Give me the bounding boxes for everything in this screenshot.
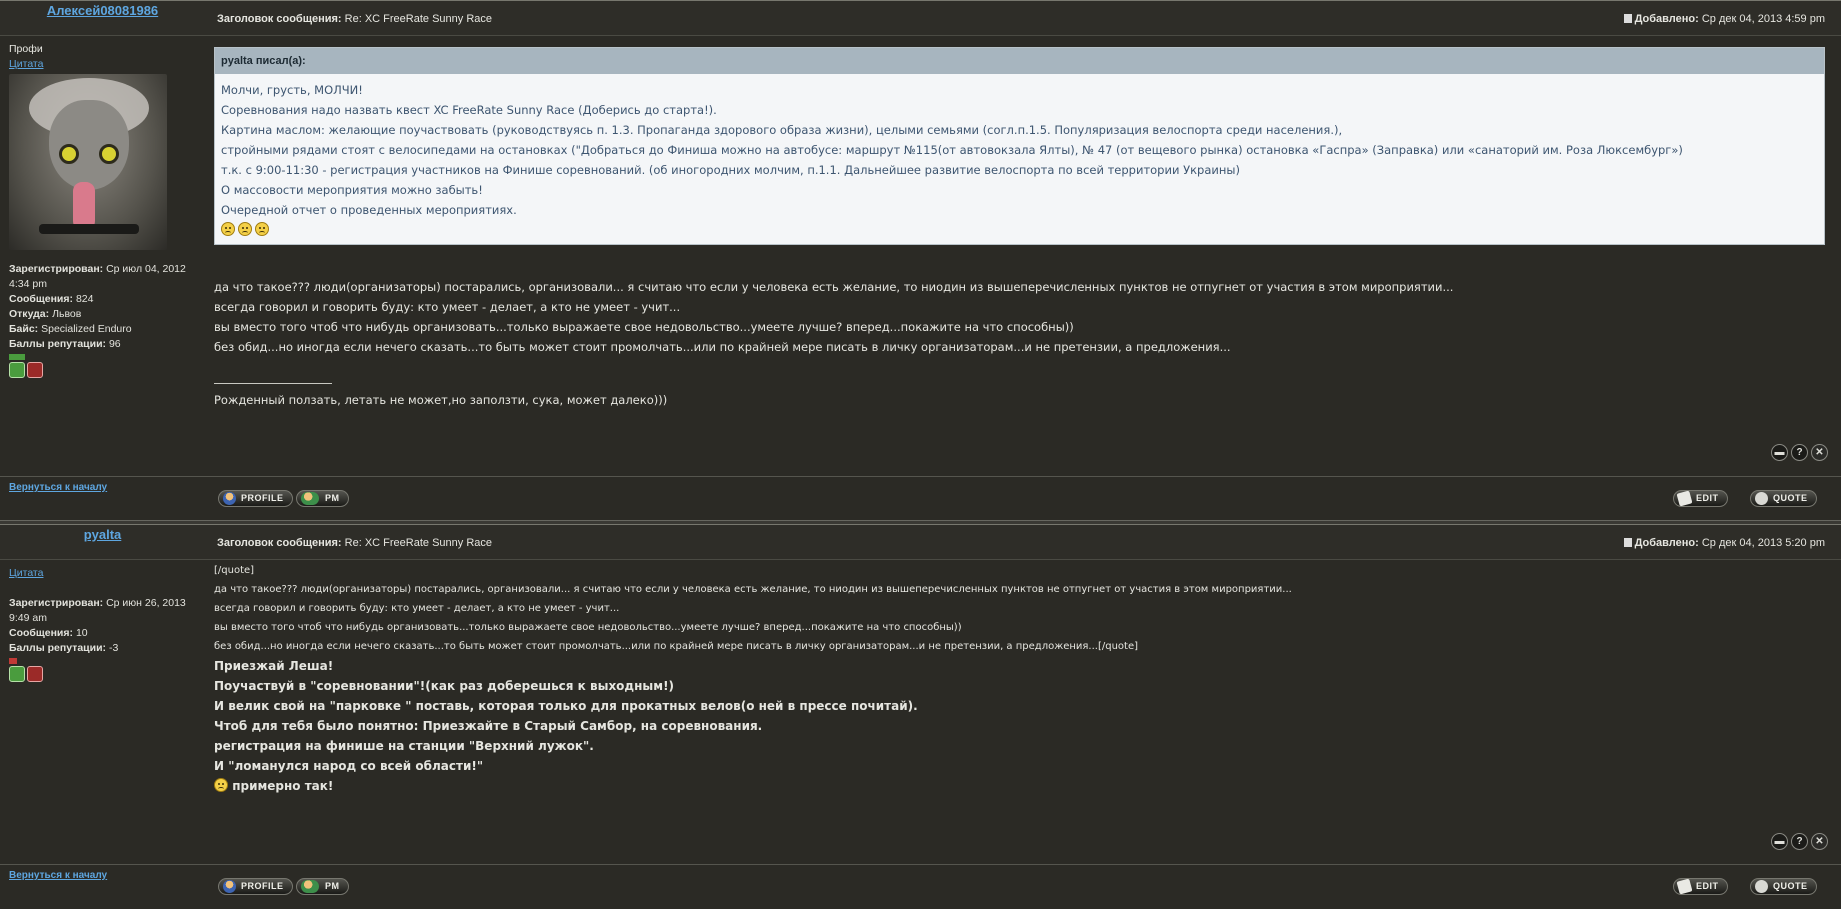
- registered-time: 4:34 pm: [9, 278, 47, 290]
- quote-line: Очередной отчет о проведенных мероприятиях.: [221, 203, 517, 217]
- post-2-subject: [217, 537, 492, 549]
- subject-text: Re: XC FreeRate Sunny Race: [344, 13, 493, 25]
- back-to-top-link[interactable]: Вернуться к началу: [9, 482, 108, 493]
- quote-icon: [1755, 880, 1768, 893]
- posted-label: Добавлено:: [1634, 13, 1699, 25]
- message-line: вы вместо того чтоб что нибудь организовать...только выражаете свое недовольство...умеете лучше? вперед...покажите на что способны)): [214, 622, 962, 633]
- message-line: [214, 776, 1825, 796]
- quote-button[interactable]: [1750, 490, 1817, 507]
- quote-line: О массовости мероприятия можно забыть!: [221, 183, 483, 197]
- reputation-level-bar: [9, 354, 25, 360]
- quote-link[interactable]: Цитата: [9, 58, 44, 70]
- reputation-label: Баллы репутации:: [9, 642, 107, 654]
- message-line: Приезжай Леша!: [214, 659, 334, 673]
- profile-label: PROFILE: [241, 881, 284, 891]
- subject-label: Заголовок сообщения:: [217, 537, 342, 549]
- avatar-eye: [99, 144, 119, 164]
- rep-up-icon[interactable]: [9, 362, 25, 378]
- post-2-message: [214, 561, 1825, 796]
- post-1-message: [214, 277, 1825, 410]
- quote-label: QUOTE: [1773, 881, 1808, 891]
- smileys: [221, 222, 1818, 236]
- subject-text: Re: XC FreeRate Sunny Race: [344, 537, 493, 549]
- edit-icon: [1677, 879, 1693, 895]
- post-2-header: [0, 524, 1841, 560]
- profile-button[interactable]: [218, 878, 293, 895]
- post-2-author-panel: [9, 566, 209, 687]
- post-link-icon[interactable]: [1624, 14, 1632, 23]
- messages-count: 824: [75, 293, 94, 305]
- bike-value: Specialized Enduro: [41, 323, 132, 335]
- message-line: да что такое??? люди(организаторы) постарались, организовали... я считаю что если у человека есть желание, то ниодин из вышеперечисленных пунктов не отпугнет от участия в этом мироприятии...: [214, 280, 1454, 294]
- post-2-mod-icons: [1771, 833, 1828, 850]
- edit-label: EDIT: [1696, 493, 1719, 503]
- posted-date: Ср дек 04, 2013 4:59 pm: [1701, 13, 1825, 25]
- sad-smiley-icon: [214, 778, 228, 792]
- quote-line: стройными рядами стоят с велосипедами на остановках ("Добраться до Финиша можно на автобусе: маршрут №115(от автовокзала Ялты), № 47 (от вещевого рынка) остановка «Гаспра» (Заправка) или «санаторий им. Роза Люксембург»): [221, 143, 1683, 157]
- messages-count: 10: [75, 627, 88, 639]
- post-2-author-link[interactable]: pyalta: [83, 527, 122, 542]
- message-line: [/quote]: [214, 565, 255, 576]
- pm-button[interactable]: [296, 490, 349, 507]
- post-2-footer: [0, 864, 1841, 904]
- posted-label: Добавлено:: [1634, 537, 1699, 549]
- post-1-header: [0, 0, 1841, 36]
- post-link-icon[interactable]: [1624, 538, 1632, 547]
- message-line: Чтоб для тебя было понятно: Приезжайте в Старый Самбор, на соревнования.: [214, 719, 763, 733]
- edit-label: EDIT: [1696, 881, 1719, 891]
- reputation-value: -3: [108, 642, 119, 654]
- quote-box: [214, 47, 1825, 245]
- message-line: И велик свой на "парковке " поставь, которая только для прокатных велов(о ней в прессе почитай).: [214, 699, 918, 713]
- post-2-content: [214, 561, 1825, 796]
- bike-label: Байс:: [9, 323, 39, 335]
- post-1-date: [1624, 13, 1825, 25]
- quote-link[interactable]: Цитата: [9, 567, 44, 579]
- messages-label: Сообщения:: [9, 293, 74, 305]
- signature-divider: [214, 383, 332, 384]
- quote-line: т.к. с 9:00-11:30 - регистрация участников на Финише соревнований. (об иногородних молчим, п.1.1. Дальнейшее развитие велоспорта по всей территории Украины): [221, 163, 1240, 177]
- pm-icon: [301, 880, 319, 893]
- message-line: Поучаствуй в "соревновании"!(как раз доберешься к выходным!): [214, 679, 675, 693]
- registered-label: Зарегистрирован:: [9, 263, 104, 275]
- quote-label: QUOTE: [1773, 493, 1808, 503]
- warn-icon[interactable]: ▬: [1771, 444, 1788, 461]
- back-to-top-link[interactable]: Вернуться к началу: [9, 870, 108, 881]
- reputation-value: 96: [108, 338, 121, 350]
- registered-label: Зарегистрирован:: [9, 597, 104, 609]
- post-1-author-panel: [9, 42, 209, 383]
- quote-line: Картина маслом: желающие поучаствовать (руководствуясь п. 1.3. Пропаганда здорового образа жизни), целыми семьями (согл.п.1.5. Популяризация велоспорта среди населения.),: [221, 123, 1343, 137]
- reputation-bar: [9, 658, 209, 687]
- profile-icon: [223, 492, 236, 505]
- rep-up-icon[interactable]: [9, 666, 25, 682]
- registered-time: 9:49 am: [9, 612, 47, 624]
- quote-header: pyalta писал(а):: [215, 48, 1824, 74]
- quote-icon: [1755, 492, 1768, 505]
- subject-label: Заголовок сообщения:: [217, 13, 342, 25]
- registered-date: Ср июн 26, 2013: [106, 597, 186, 609]
- profile-label: PROFILE: [241, 493, 284, 503]
- delete-icon[interactable]: ✕: [1811, 444, 1828, 461]
- last-line: примерно так!: [232, 779, 334, 793]
- pm-icon: [301, 492, 319, 505]
- post-1-author-link[interactable]: Алексей08081986: [46, 3, 159, 18]
- delete-icon[interactable]: ✕: [1811, 833, 1828, 850]
- message-line: всегда говорил и говорить буду: кто умеет - делает, а кто не умеет - учит...: [214, 603, 620, 614]
- from-value: Львов: [52, 308, 82, 320]
- pm-button[interactable]: [296, 878, 349, 895]
- post-2-date: [1624, 537, 1825, 549]
- sad-smiley-icon: [238, 222, 252, 236]
- quote-button[interactable]: [1750, 878, 1817, 895]
- help-icon[interactable]: ?: [1791, 833, 1808, 850]
- message-line: регистрация на финише на станции "Верхний лужок".: [214, 739, 594, 753]
- sad-smiley-icon: [221, 222, 235, 236]
- rep-down-icon[interactable]: [27, 666, 43, 682]
- message-line: вы вместо того чтоб что нибудь организовать...только выражаете свое недовольство...умеете лучше? вперед...покажите на что способны)): [214, 320, 1074, 334]
- quote-line: Молчи, грусть, МОЛЧИ!: [221, 83, 363, 97]
- reputation-level-bar: [9, 658, 17, 664]
- message-line: без обид...но иногда если нечего сказать...то быть может стоит промолчать...или по крайней мере писать в личку организаторам...и не претензии, а предложения...[/quote]: [214, 641, 1139, 652]
- profile-button[interactable]: [218, 490, 293, 507]
- post-1-subject: [217, 13, 492, 25]
- author-info: [9, 262, 209, 352]
- reputation-bar: [9, 354, 209, 383]
- post-1-content: [214, 47, 1825, 410]
- help-icon[interactable]: ?: [1791, 444, 1808, 461]
- avatar: [9, 74, 167, 250]
- post-1-mod-icons: [1771, 444, 1828, 461]
- pm-label: PM: [325, 493, 340, 503]
- quote-line: Соревнования надо назвать квест XC FreeRate Sunny Race (Доберись до старта!).: [221, 103, 717, 117]
- message-line: И "ломанулся народ со всей области!": [214, 759, 484, 773]
- author-info: [9, 596, 209, 656]
- warn-icon[interactable]: ▬: [1771, 833, 1788, 850]
- edit-icon: [1677, 491, 1693, 507]
- profile-icon: [223, 880, 236, 893]
- sad-smiley-icon: [255, 222, 269, 236]
- author-rank: Профи: [9, 43, 43, 55]
- messages-label: Сообщения:: [9, 627, 74, 639]
- from-label: Откуда:: [9, 308, 50, 320]
- reputation-label: Баллы репутации:: [9, 338, 107, 350]
- edit-button[interactable]: [1673, 490, 1728, 507]
- registered-date: Ср июл 04, 2012: [106, 263, 186, 275]
- signature: Рожденный ползать, летать не может,но заползти, сука, может далеко))): [214, 393, 668, 407]
- rep-down-icon[interactable]: [27, 362, 43, 378]
- edit-button[interactable]: [1673, 878, 1728, 895]
- posted-date: Ср дек 04, 2013 5:20 pm: [1701, 537, 1825, 549]
- message-line: да что такое??? люди(организаторы) постарались, организовали... я считаю что если у человека есть желание, то ниодин из вышеперечисленных пунктов не отпугнет от участия в этом мироприятии...: [214, 584, 1292, 595]
- avatar-collar: [39, 224, 139, 234]
- quote-body: [215, 74, 1824, 244]
- message-line: без обид...но иногда если нечего сказать...то быть может стоит промолчать...или по крайней мере писать в личку организаторам...и не претензии, а предложения...: [214, 340, 1231, 354]
- message-line: всегда говорил и говорить буду: кто умеет - делает, а кто не умеет - учит...: [214, 300, 681, 314]
- avatar-head: [49, 100, 129, 190]
- pm-label: PM: [325, 881, 340, 891]
- post-1-footer: [0, 476, 1841, 516]
- avatar-eye: [59, 144, 79, 164]
